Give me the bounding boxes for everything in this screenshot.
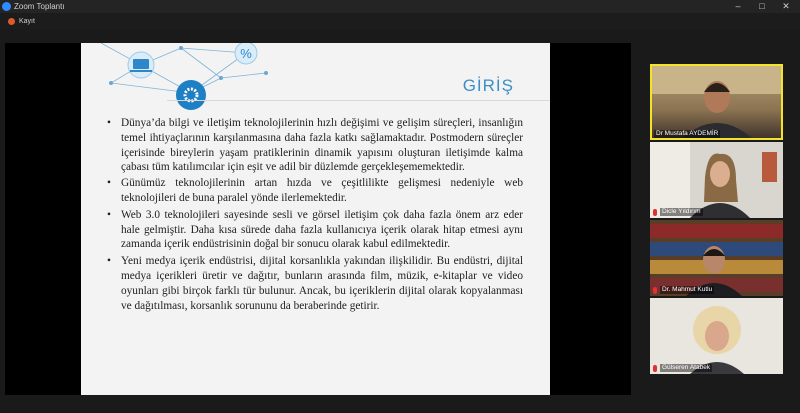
- participant-video: [650, 142, 783, 218]
- recording-bar: [0, 13, 800, 30]
- participant-name: Gülseren Atabek: [662, 364, 711, 371]
- svg-text:%: %: [240, 46, 252, 61]
- slide-title: GİRİŞ: [462, 76, 514, 95]
- bullet-text: Yeni medya içerik endüstrisi, dijital korsanlıkla yakından ilişkilidir. Bu endüstri, dijital medya içerikleri üretir ve dağıtır, bunların arasında film, müzik, e-kitaplar ve video oyunları gibi birçok farklı tür bulunur. Ancak, bu içeriklerin dijital olarak kopyalanması ve dağıtılması, korsanlık sorununu da beraberinde getirir.: [121, 255, 523, 312]
- participant-video: [650, 220, 783, 296]
- window-title: Zoom Toplantı: [14, 2, 65, 11]
- maximize-button[interactable]: □: [759, 1, 765, 11]
- participant-name: Dr. Mahmut Kutlu: [662, 286, 713, 293]
- participant-name: Dicle Yıldırım: [662, 208, 701, 215]
- bullet-text: Dünya’da bilgi ve iletişim teknolojilerinin hızlı değişimi ve gelişim süreçleri, insanlığın temel ihtiyaçlarının karşılanmasına daha fazla katkı sağlamaktadır. Postmodern süreçler içerisinde bireylerin yaşam pratiklerinin dinamik yapısını oluşturan iletişimde kalma çabası tüm katılımcılar için eşit ve adil bir düzlemde gerçekleşememektedir.: [121, 117, 523, 174]
- list-item: [105, 208, 523, 252]
- bullet-text: Web 3.0 teknolojileri sayesinde sesli ve görsel iletişim çok daha fazla önem arz eder hale gelmiştir. Daha kısa sürede daha fazla kullanıcıya içerik olarak hitap etmesi aynı zamanda içerik endüstrisinin doğal bir sonucu olarak kabul edilmektedir.: [121, 208, 523, 251]
- list-item: [105, 116, 523, 175]
- bullet-icon: •: [107, 117, 111, 129]
- zoom-app-icon: [2, 2, 11, 11]
- participant-video-tile[interactable]: [650, 142, 783, 218]
- bullet-icon: •: [107, 255, 111, 268]
- presentation-slide: [81, 43, 550, 395]
- network-graphic: [81, 43, 281, 113]
- bottom-bar: [0, 399, 800, 413]
- muted-mic-icon: [653, 287, 657, 294]
- window-titlebar: [0, 0, 800, 13]
- bullet-text: Günümüz teknolojilerinin artan hızda ve çeşitlilikte gelişmesi nedeniyle web teknolojileri de buna paralel yönde ilerlemektedir.: [121, 177, 523, 204]
- record-icon: [8, 18, 15, 25]
- bullet-icon: •: [107, 177, 111, 190]
- slide-bullet-list: [105, 116, 523, 313]
- recording-label[interactable]: Kayıt: [19, 18, 35, 25]
- list-item: [105, 176, 523, 206]
- minimize-button[interactable]: –: [735, 1, 741, 11]
- muted-mic-icon: [653, 365, 657, 372]
- participant-video-tile[interactable]: [650, 220, 783, 296]
- close-button[interactable]: ✕: [782, 1, 790, 11]
- list-item: [105, 254, 523, 313]
- participant-video-tile[interactable]: [650, 298, 783, 374]
- bullet-icon: •: [107, 208, 111, 221]
- participant-name: Dr Mustafa AYDEMİR: [656, 130, 719, 137]
- muted-mic-icon: [653, 209, 657, 216]
- participant-video: [650, 64, 783, 140]
- participant-video: [650, 298, 783, 374]
- participant-video-tile[interactable]: [650, 64, 783, 140]
- title-divider: [167, 100, 550, 101]
